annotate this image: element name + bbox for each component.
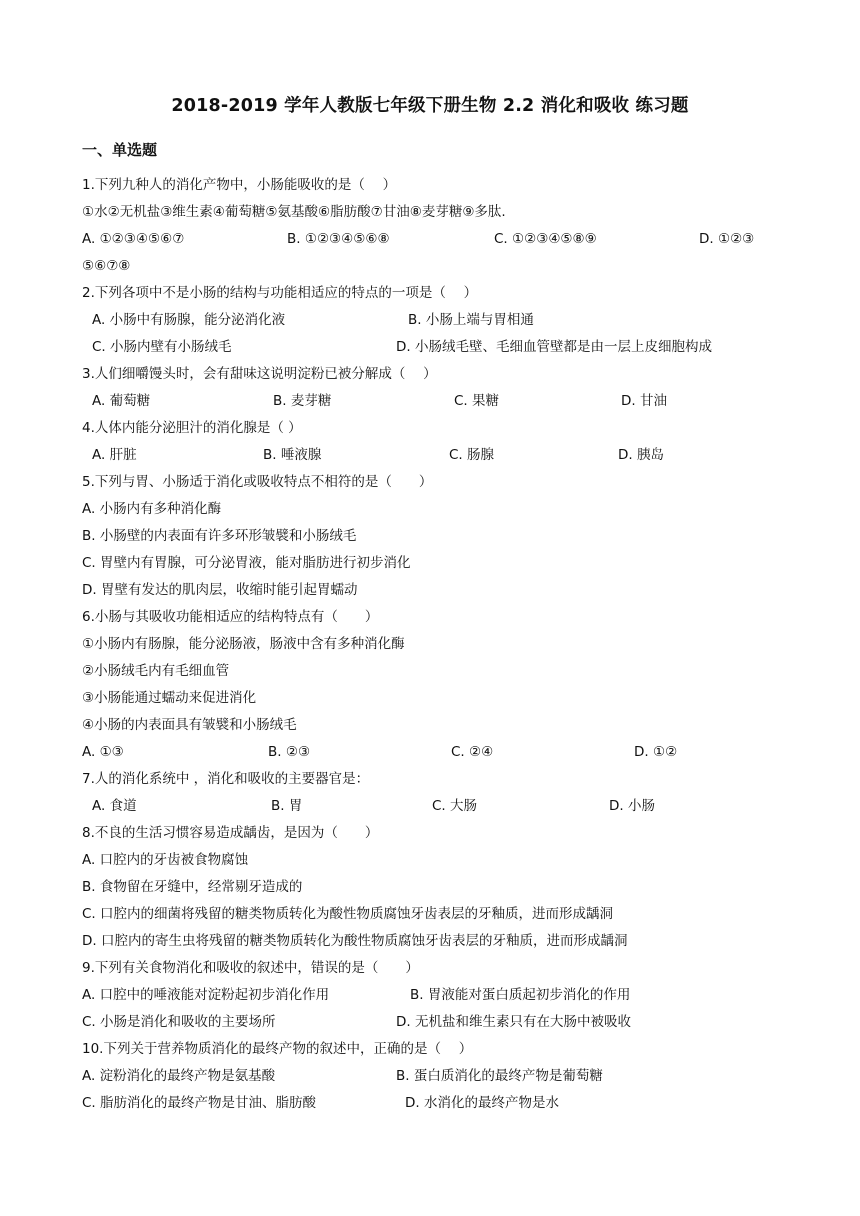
question-6-option-b: B. ②③	[268, 744, 311, 760]
question-7-option-a: A. 食道	[92, 798, 137, 814]
question-3-option-d: D. 甘油	[621, 393, 667, 409]
question-10-option-a: A. 淀粉消化的最终产物是氨基酸	[82, 1068, 276, 1084]
question-4-option-c: C. 肠腺	[449, 447, 495, 463]
question-2-option-c: C. 小肠内壁有小肠绒毛	[92, 339, 232, 355]
question-6-statement-4: ④小肠的内表面具有皱襞和小肠绒毛	[82, 717, 297, 733]
question-3-option-c: C. 果糖	[454, 393, 500, 409]
question-6-statement-2: ②小肠绒毛内有毛细血管	[82, 663, 230, 679]
question-2-option-a: A. 小肠中有肠腺，能分泌消化液	[92, 312, 286, 328]
question-1-stem: 1.下列九种人的消化产物中，小肠能吸收的是（ ）	[82, 177, 397, 193]
question-4-option-d: D. 胰岛	[618, 447, 664, 463]
question-5-option-d: D. 胃壁有发达的肌肉层，收缩时能引起胃蠕动	[82, 582, 358, 598]
question-4-stem: 4.人体内能分泌胆汁的消化腺是（ ）	[82, 420, 302, 436]
section-title: 一、单选题	[82, 141, 158, 159]
question-8-stem: 8.不良的生活习惯容易造成龋齿，是因为（ ）	[82, 825, 379, 841]
question-3-option-b: B. 麦芽糖	[273, 393, 332, 409]
question-1-option-d-continued: ⑤⑥⑦⑧	[82, 258, 131, 274]
question-8-option-b: B. 食物留在牙缝中，经常剔牙造成的	[82, 879, 303, 895]
question-7-option-b: B. 胃	[271, 798, 303, 814]
question-5-option-b: B. 小肠壁的内表面有许多环形皱襞和小肠绒毛	[82, 528, 357, 544]
question-10-option-c: C. 脂肪消化的最终产物是甘油、脂肪酸	[82, 1095, 317, 1111]
question-1-option-a: A. ①②③④⑤⑥⑦	[82, 231, 185, 247]
question-9-option-b: B. 胃液能对蛋白质起初步消化的作用	[410, 987, 631, 1003]
question-8-option-a: A. 口腔内的牙齿被食物腐蚀	[82, 852, 249, 868]
question-7-option-d: D. 小肠	[609, 798, 655, 814]
question-5-option-a: A. 小肠内有多种消化酶	[82, 501, 222, 517]
question-9-option-d: D. 无机盐和维生素只有在大肠中被吸收	[396, 1014, 631, 1030]
question-8-option-d: D. 口腔内的寄生虫将残留的糖类物质转化为酸性物质腐蚀牙齿表层的牙釉质，进而形成龋洞	[82, 933, 628, 949]
question-5-stem: 5.下列与胃、小肠适于消化或吸收特点不相符的是（ ）	[82, 474, 433, 490]
question-2-stem: 2.下列各项中不是小肠的结构与功能相适应的特点的一项是（ ）	[82, 285, 478, 301]
question-9-option-a: A. 口腔中的唾液能对淀粉起初步消化作用	[82, 987, 330, 1003]
question-3-option-a: A. 葡萄糖	[92, 393, 151, 409]
question-10-option-b: B. 蛋白质消化的最终产物是葡萄糖	[396, 1068, 603, 1084]
question-2-option-d: D. 小肠绒毛壁、毛细血管壁都是由一层上皮细胞构成	[396, 339, 712, 355]
question-10-option-d: D. 水消化的最终产物是水	[405, 1095, 559, 1111]
question-4-option-b: B. 唾液腺	[263, 447, 322, 463]
question-3-stem: 3.人们细嚼馒头时，会有甜味这说明淀粉已被分解成（ ）	[82, 366, 437, 382]
question-9-stem: 9.下列有关食物消化和吸收的叙述中，错误的是（ ）	[82, 960, 419, 976]
question-6-statement-3: ③小肠能通过蠕动来促进消化	[82, 690, 257, 706]
question-6-statement-1: ①小肠内有肠腺，能分泌肠液，肠液中含有多种消化酶	[82, 636, 405, 652]
question-8-option-c: C. 口腔内的细菌将残留的糖类物质转化为酸性物质腐蚀牙齿表层的牙釉质，进而形成龋洞	[82, 906, 614, 922]
question-6-option-d: D. ①②	[634, 744, 678, 760]
question-9-option-c: C. 小肠是消化和吸收的主要场所	[82, 1014, 276, 1030]
question-7-stem: 7.人的消化系统中 ，消化和吸收的主要器官是：	[82, 771, 370, 787]
question-1-option-d: D. ①②③	[699, 231, 755, 247]
question-7-option-c: C. 大肠	[432, 798, 478, 814]
question-1-list: ①水②无机盐③维生素④葡萄糖⑤氨基酸⑥脂肪酸⑦甘油⑧麦芽糖⑨多肽.	[82, 204, 506, 220]
question-6-option-a: A. ①③	[82, 744, 124, 760]
question-6-option-c: C. ②④	[451, 744, 494, 760]
question-6-stem: 6.小肠与其吸收功能相适应的结构特点有（ ）	[82, 609, 379, 625]
question-5-option-c: C. 胃壁内有胃腺，可分泌胃液，能对脂肪进行初步消化	[82, 555, 411, 571]
question-1-option-c: C. ①②③④⑤⑧⑨	[494, 231, 597, 247]
question-10-stem: 10.下列关于营养物质消化的最终产物的叙述中，正确的是（ ）	[82, 1041, 473, 1057]
question-1-option-b: B. ①②③④⑤⑥⑧	[287, 231, 390, 247]
question-2-option-b: B. 小肠上端与胃相通	[408, 312, 534, 328]
question-4-option-a: A. 肝脏	[92, 447, 137, 463]
page-title: 2018-2019 学年人教版七年级下册生物 2.2 消化和吸收 练习题	[171, 96, 689, 116]
